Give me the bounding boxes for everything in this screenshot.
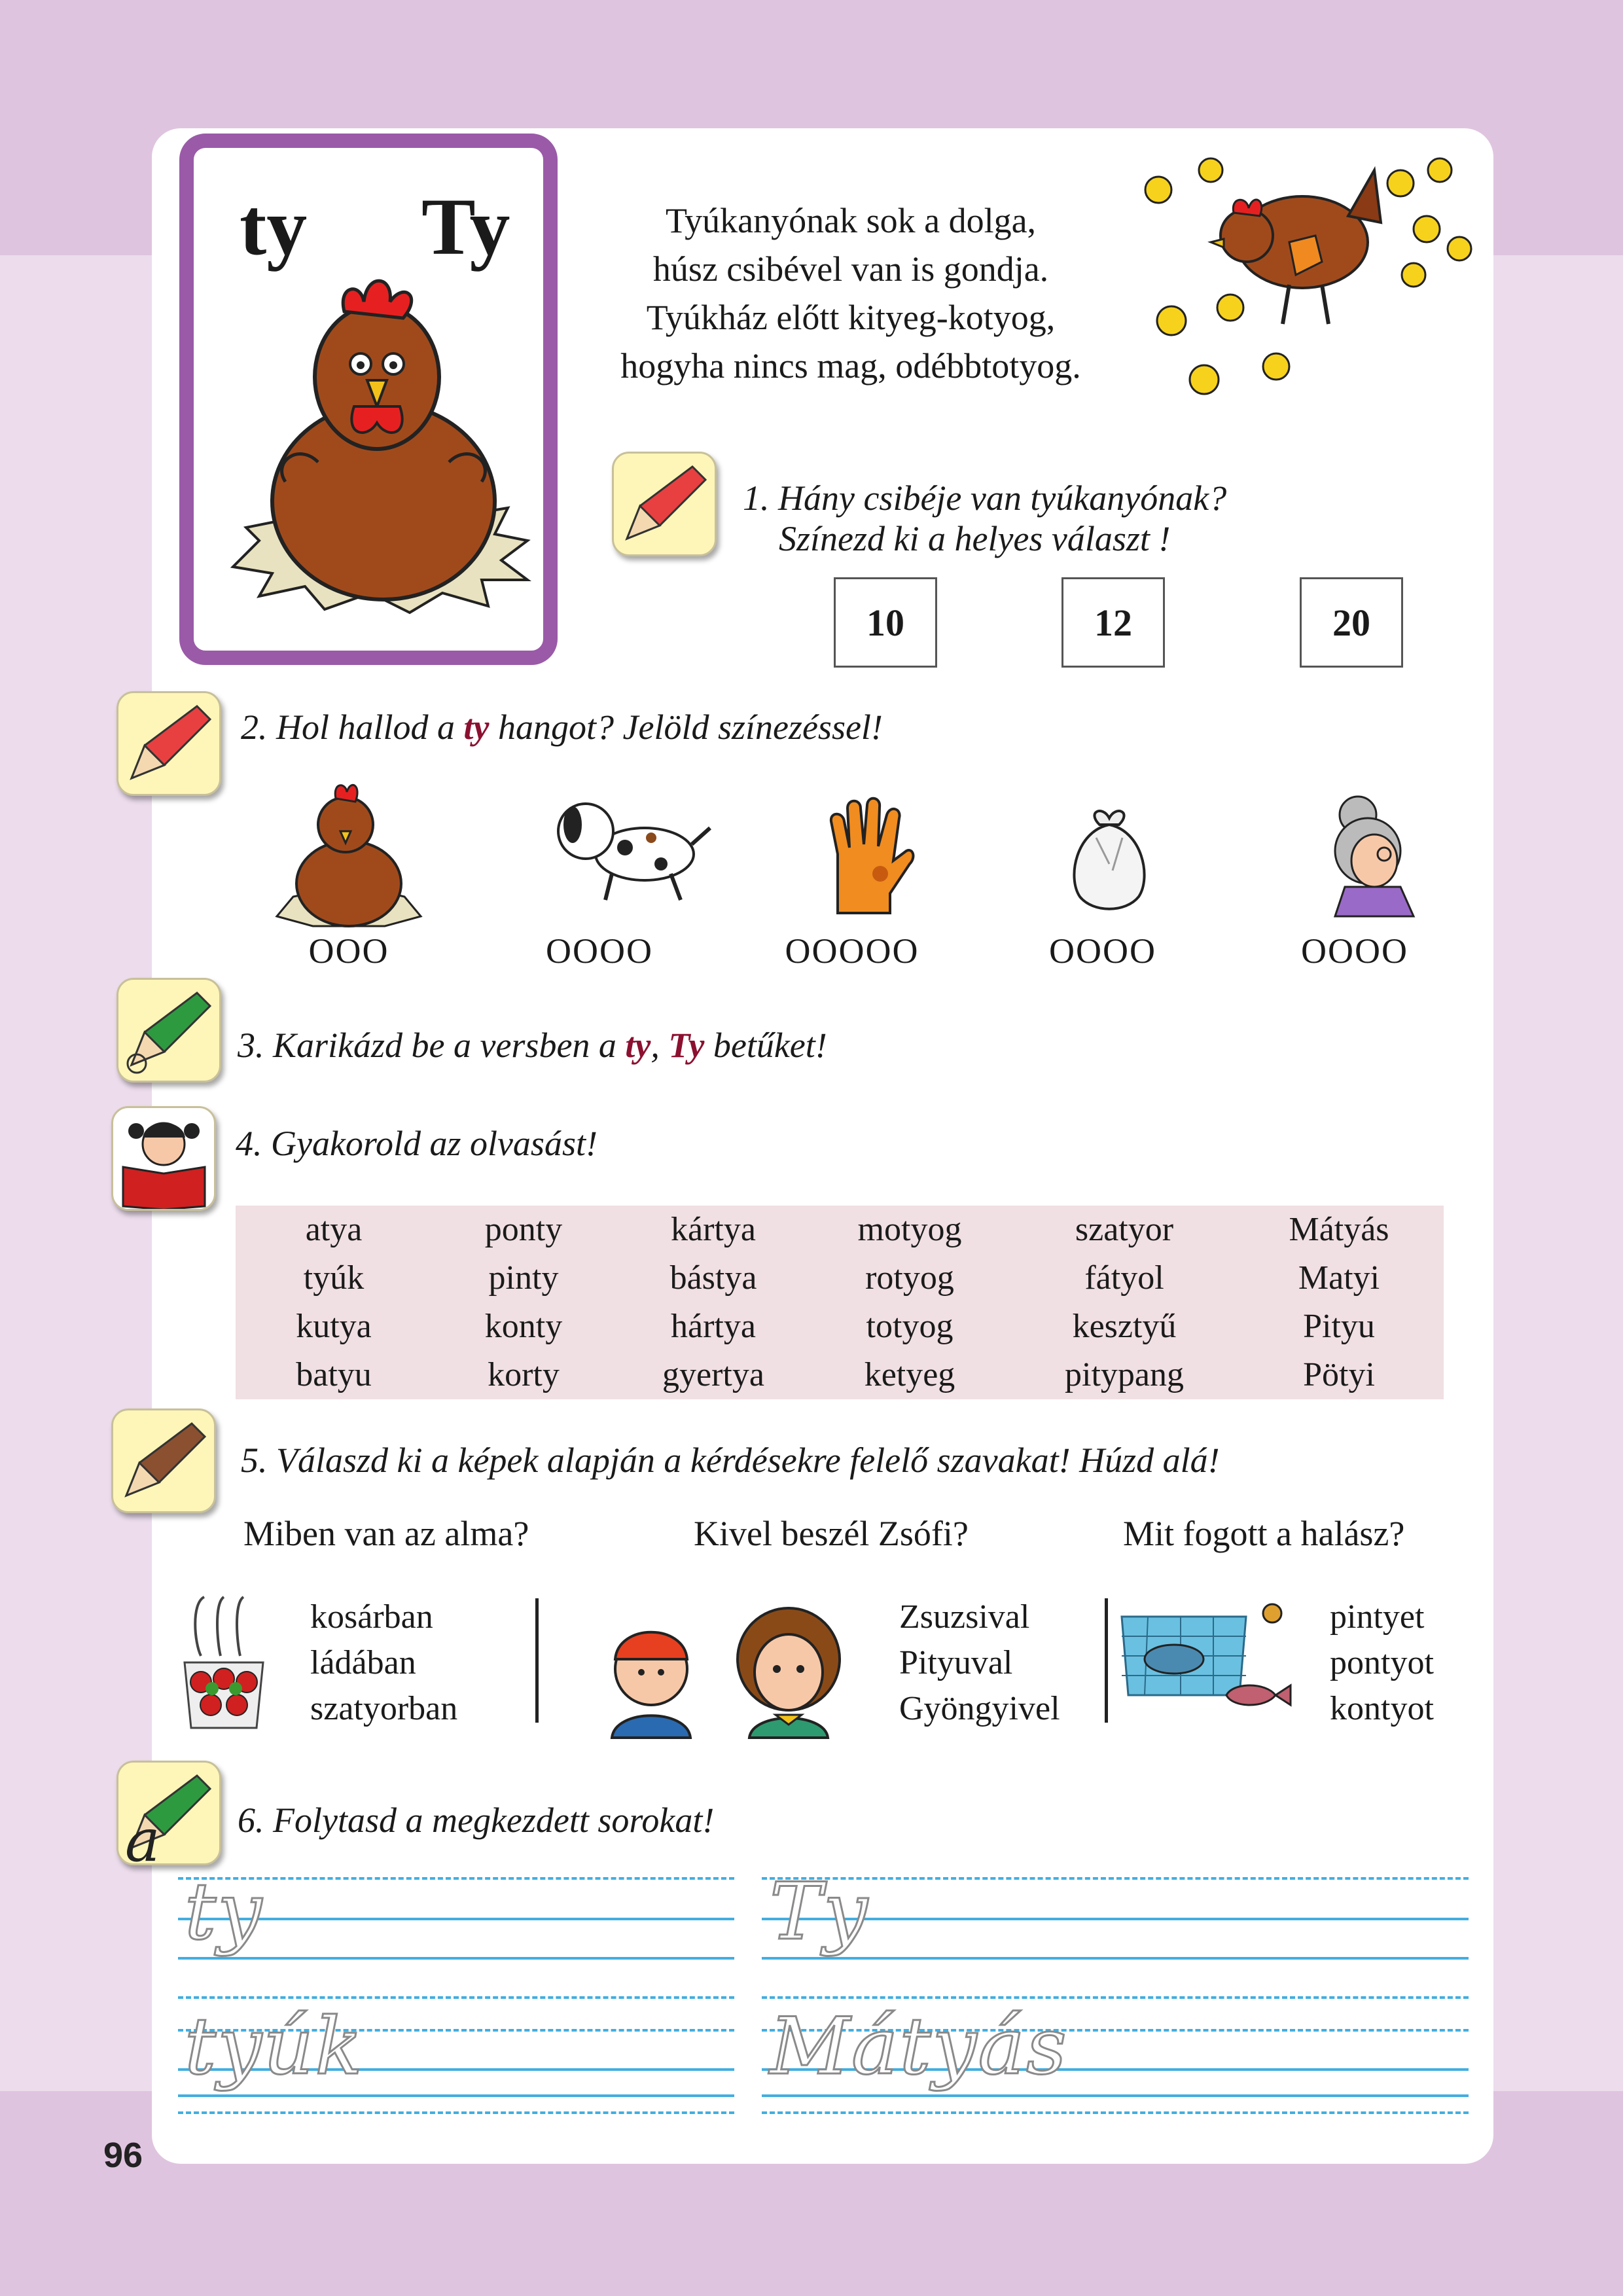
word: Mátyás (1289, 1211, 1389, 1248)
poem-line: húsz csibével van is gondja. (652, 249, 1049, 289)
word: kutya (296, 1308, 372, 1345)
children-icon (586, 1597, 887, 1741)
word-column (236, 1206, 432, 1399)
answer-option[interactable]: pontyot (1330, 1644, 1434, 1681)
answer-option[interactable]: kosárban (310, 1598, 433, 1636)
apple-net-bag-icon (171, 1590, 276, 1734)
task1-line2: Színezd ki a helyes választ ! (779, 519, 1171, 558)
cursive-sample-Ty: Ty (770, 1867, 869, 1958)
word: Matyi (1298, 1259, 1380, 1297)
bundle-icon (1063, 798, 1155, 916)
divider (1105, 1598, 1108, 1723)
letter-lower: ty (240, 182, 308, 272)
answer-option[interactable]: Pityuval (899, 1644, 1013, 1681)
syllable-circles[interactable]: OOO (308, 931, 389, 971)
task3-sep: , (651, 1026, 669, 1065)
answer-options-apple (310, 1594, 457, 1732)
task4-title: 4. Gyakorold az olvasást! (236, 1124, 597, 1163)
task5-title: 5. Válaszd ki a képek alapján a kérdésekre felelő szavakat! Húzd alá! (241, 1441, 1220, 1480)
svg-text:a: a (125, 1806, 160, 1863)
answer-options-zsofi (899, 1594, 1060, 1732)
question-fisherman: Mit fogott a halász? (1123, 1514, 1405, 1553)
divider (535, 1598, 539, 1723)
syllable-circles[interactable]: OOOO (1301, 931, 1408, 971)
word: Pötyi (1303, 1356, 1375, 1393)
letter-upper: Ty (421, 182, 510, 272)
task2-hl: ty (463, 708, 490, 747)
word: atya (305, 1211, 363, 1248)
word: pitypang (1065, 1356, 1184, 1393)
green-pencil-task-icon (116, 978, 221, 1083)
word: rotyog (865, 1259, 954, 1297)
answer-option[interactable]: Gyöngyivel (899, 1690, 1060, 1727)
word: ponty (484, 1211, 563, 1248)
syllable-circles[interactable]: OOOOO (785, 931, 919, 971)
answer-option[interactable]: szatyorban (310, 1690, 458, 1727)
handwriting-task-icon (116, 1761, 221, 1865)
word-column (1026, 1206, 1222, 1399)
word: tyúk (303, 1259, 365, 1297)
glove-icon (818, 795, 916, 920)
task3-pre: 3. Karikázd be a versben a (238, 1026, 626, 1065)
hen-with-chicks-icon (1132, 144, 1492, 419)
task3-hl2: Ty (668, 1026, 705, 1065)
word: ketyeg (864, 1356, 955, 1393)
pencil-task-icon (116, 691, 221, 796)
cursive-sample-tyuk: tyúk (185, 2001, 365, 2092)
hen-icon (220, 266, 547, 632)
brown-pencil-task-icon (111, 1408, 216, 1513)
word-column (1241, 1206, 1437, 1399)
poem (589, 196, 1113, 390)
word: pinty (488, 1259, 559, 1297)
word-column (812, 1206, 1008, 1399)
task2-post: hangot? Jelöld színezéssel! (489, 708, 883, 747)
task3-title (238, 1025, 827, 1066)
poem-line: Tyúkház előtt kityeg-kotyog, (646, 298, 1056, 337)
fish-net-icon (1115, 1597, 1292, 1728)
answer-option[interactable]: ládában (310, 1644, 416, 1681)
task3-post: betűket! (704, 1026, 827, 1065)
answer-box-20[interactable]: 20 (1300, 577, 1403, 668)
syllable-circles[interactable]: OOOO (1049, 931, 1156, 971)
cursive-sample-matyas: Mátyás (770, 2001, 1068, 2092)
task1-line1: 1. Hány csibéje van tyúkanyónak? (743, 478, 1227, 518)
question-zsofi: Kivel beszél Zsófi? (694, 1514, 969, 1553)
word: gyertya (662, 1356, 764, 1393)
poem-line: Tyúkanyónak sok a dolga, (665, 201, 1037, 240)
question-apple: Miben van az alma? (243, 1514, 529, 1553)
poem-line: hogyha nincs mag, odébbtotyog. (620, 346, 1081, 386)
word: totyog (866, 1308, 954, 1345)
reading-girl-icon (111, 1106, 216, 1211)
word-column (425, 1206, 622, 1399)
word: korty (488, 1356, 560, 1393)
word: fátyol (1084, 1259, 1164, 1297)
word: bástya (669, 1259, 757, 1297)
word: kesztyű (1072, 1308, 1177, 1345)
dog-icon (546, 792, 717, 910)
syllable-circles[interactable]: OOOO (546, 931, 653, 971)
answer-option[interactable]: kontyot (1330, 1690, 1434, 1727)
answer-box-12[interactable]: 12 (1061, 577, 1165, 668)
reading-table (236, 1206, 1444, 1399)
task2-title (241, 707, 883, 747)
answer-option[interactable]: Zsuzsival (899, 1598, 1030, 1636)
cursive-sample-ty: ty (185, 1867, 264, 1958)
word: kártya (671, 1211, 756, 1248)
answer-box-10[interactable]: 10 (834, 577, 937, 668)
pencil-task-icon (612, 452, 717, 556)
grandma-icon (1309, 789, 1427, 920)
letter-card (179, 134, 558, 665)
hen-picture-icon (274, 772, 424, 936)
word-column (615, 1206, 812, 1399)
word: batyu (296, 1356, 372, 1393)
word: motyog (857, 1211, 962, 1248)
answer-options-fisherman (1330, 1594, 1434, 1732)
task6-title: 6. Folytasd a megkezdett sorokat! (238, 1801, 715, 1840)
word: Pityu (1303, 1308, 1375, 1345)
word: konty (484, 1308, 563, 1345)
word: hártya (671, 1308, 756, 1345)
page-number: 96 (103, 2136, 143, 2175)
word: szatyor (1075, 1211, 1174, 1248)
task3-hl1: ty (625, 1026, 651, 1065)
answer-option[interactable]: pintyet (1330, 1598, 1425, 1636)
task2-pre: 2. Hol hallod a (241, 708, 464, 747)
